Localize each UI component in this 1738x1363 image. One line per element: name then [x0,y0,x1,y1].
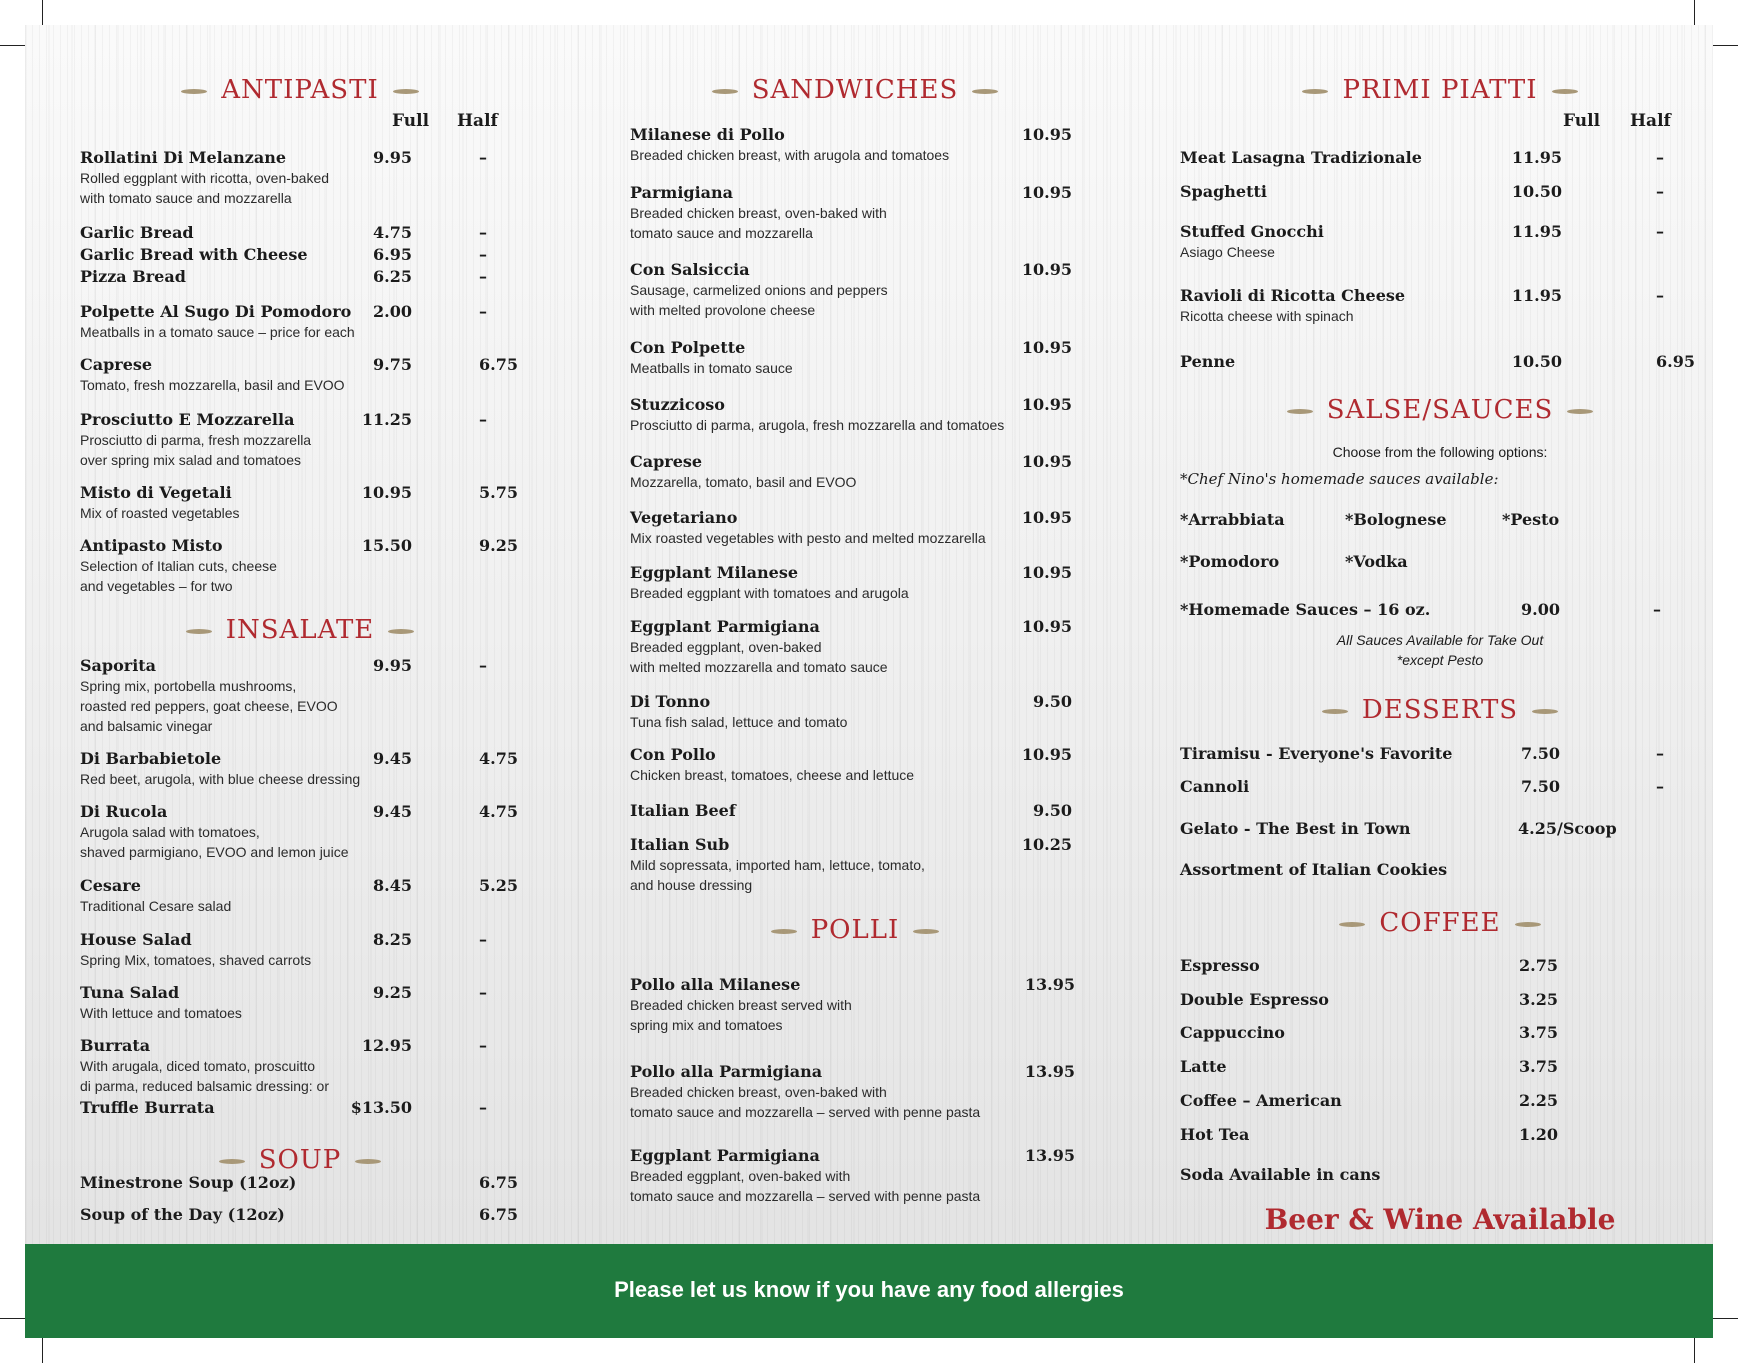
soup-item [80,1173,460,1193]
item-half-price: 5.75 [479,483,518,502]
item-name: Eggplant Milanese [630,563,799,582]
item-half-price: – [479,302,487,321]
item-name: Pizza Bread [80,267,186,286]
item-half-price: 5.25 [479,876,518,895]
item-name: Double Espresso [1180,990,1329,1009]
sauce-option: *Vodka [1345,552,1408,571]
item-name: Cesare [80,876,141,895]
item-price: 10.95 [1021,563,1072,582]
item-price: 11.25 [361,410,412,429]
item-description: Selection of Italian cuts, cheese [80,558,277,574]
item-description: with melted mozzarella and tomato sauce [630,659,888,675]
item-half-price: – [479,148,487,167]
item-price: 2.75 [1519,956,1558,975]
item-name: Rollatini Di Melanzane [80,148,286,167]
item-description: with melted provolone cheese [630,302,816,318]
item-name: Coffee – American [1180,1091,1342,1110]
item-price: 7.50 [1521,744,1560,763]
item-half-price: 4.75 [479,749,518,768]
item-name: Latte [1180,1057,1227,1076]
item-description: Spring mix, portobella mushrooms, [80,678,297,694]
item-price: 10.95 [1021,260,1072,279]
item-price: 9.95 [373,656,412,675]
sauces-takeout-note: All Sauces Available for Take Out [1336,632,1544,648]
primi-item [1180,352,1700,372]
item-price: 9.75 [373,355,412,374]
item-price: 8.45 [373,876,412,895]
item-description: Ricotta cheese with spinach [1180,308,1354,324]
item-half-price: 6.75 [479,1205,518,1224]
sauces-except-note: *except Pesto [1396,652,1484,668]
coffee-item [1180,1091,1700,1111]
item-name: Gelato - The Best in Town [1180,819,1411,838]
coffee-item [1180,956,1700,976]
item-description: Breaded eggplant, oven-baked [630,639,822,655]
item-price: 9.25 [373,983,412,1002]
item-price: 13.95 [1024,975,1075,994]
item-name: House Salad [80,930,192,949]
item-half-price: 6.95 [1656,352,1695,371]
item-price: 10.95 [361,483,412,502]
item-name: Soup of the Day (12oz) [80,1205,285,1224]
polli-title: POLLI [630,915,1080,945]
desserts-item [1180,777,1700,797]
item-description: and house dressing [630,877,753,893]
item-name: Pollo alla Milanese [630,975,801,994]
item-name: Garlic Bread [80,223,194,242]
item-price: 10.50 [1511,352,1562,371]
allergy-footer [25,1244,1713,1338]
item-price: 11.95 [1511,148,1562,167]
sandwiches-title: SANDWICHES [630,75,1080,105]
item-price: 10.95 [1021,125,1072,144]
soup-item [80,1205,460,1225]
item-price: 10.95 [1021,183,1072,202]
item-description: Tuna fish salad, lettuce and tomato [630,714,848,730]
coffee-item [1180,990,1700,1010]
homemade-sauces-price: 9.00 [1521,600,1560,619]
item-half-price: – [479,930,487,949]
item-half-price: – [1656,148,1664,167]
beer-wine-banner: Beer & Wine Available [1264,1203,1616,1236]
item-half-price: – [1656,777,1664,796]
antipasti-title: ANTIPASTI [80,75,520,105]
item-description: Spring Mix, tomatoes, shaved carrots [80,952,312,968]
item-name: Caprese [80,355,153,374]
item-description: Breaded chicken breast, oven-baked with [630,1084,887,1100]
item-description: With arugala, diced tomato, proscuitto [80,1058,316,1074]
item-half-price: – [1656,286,1664,305]
primi-title: PRIMI PIATTI [1180,75,1700,105]
allergy-footer-text: Please let us know if you have any food allergies [614,1277,1124,1302]
item-half-price: – [479,410,487,429]
item-description: Asiago Cheese [1180,244,1275,260]
item-price: 12.95 [361,1036,412,1055]
sauce-option: *Pomodoro [1180,552,1280,571]
soda-note: Soda Available in cans [1180,1165,1381,1184]
item-name: Vegetariano [630,508,738,527]
item-half-price: 9.25 [479,536,518,555]
sauce-option: *Bolognese [1345,510,1447,529]
item-name: Con Salsiccia [630,260,750,279]
item-price: 10.95 [1021,338,1072,357]
item-description: and balsamic vinegar [80,718,213,734]
item-description: Mix of roasted vegetables [80,505,240,521]
item-name: Meat Lasagna Tradizionale [1180,148,1422,167]
desserts-title: DESSERTS [1180,695,1700,725]
item-description: Prosciutto di parma, arugola, fresh mozzarella and tomatoes [630,417,1005,433]
sauce-option: *Arrabbiata [1180,510,1285,529]
sauces-choose: Choose from the following options: [1332,444,1548,460]
item-price: 10.95 [1021,745,1072,764]
item-name: Truffle Burrata [80,1098,215,1117]
item-price: 1.20 [1519,1125,1558,1144]
primi-item [1180,222,1700,262]
desserts-item [1180,744,1700,764]
item-name: Stuzzicoso [630,395,725,414]
item-description: Tomato, fresh mozzarella, basil and EVOO [80,377,345,393]
item-name: Pollo alla Parmigiana [630,1062,823,1081]
item-price: 4.25/Scoop [1518,819,1617,838]
item-name: Con Polpette [630,338,746,357]
item-description: Breaded eggplant, oven-baked with [630,1168,851,1184]
item-price: 6.95 [373,245,412,264]
item-name: Caprese [630,452,703,471]
homemade-sauces-name: *Homemade Sauces – 16 oz. [1180,600,1431,619]
item-price: 9.50 [1033,801,1072,820]
item-price: 8.25 [373,930,412,949]
item-description: tomato sauce and mozzarella – served with penne pasta [630,1104,981,1120]
item-half-price: – [479,245,487,264]
item-description: Chicken breast, tomatoes, cheese and lettuce [630,767,915,783]
item-half-price: 6.75 [479,1173,518,1192]
item-description: Breaded chicken breast, oven-baked with [630,205,887,221]
item-description: Breaded chicken breast, with arugola and tomatoes [630,147,950,163]
item-name: Italian Sub [630,835,730,854]
item-price: 9.45 [373,802,412,821]
item-name: Assortment of Italian Cookies [1180,860,1448,879]
item-name: Di Rucola [80,802,168,821]
item-price: 2.25 [1519,1091,1558,1110]
item-half-price: – [479,1036,487,1055]
item-name: Parmigiana [630,183,734,202]
item-name: Tuna Salad [80,983,180,1002]
item-description: Arugola salad with tomatoes, [80,824,260,840]
item-name: Antipasto Misto [80,536,223,555]
item-name: Cappuccino [1180,1023,1285,1042]
item-name: Espresso [1180,956,1260,975]
antipasti-half-header: Half [457,111,498,131]
item-half-price: – [479,1098,487,1117]
insalate-title: INSALATE [80,615,520,645]
item-price: 11.95 [1511,222,1562,241]
item-half-price: – [479,267,487,286]
primi-item [1180,286,1700,326]
item-half-price: – [479,223,487,242]
item-name: Eggplant Parmigiana [630,1146,820,1165]
item-name: Italian Beef [630,801,736,820]
item-description: Meatballs in tomato sauce [630,360,793,376]
item-description: tomato sauce and mozzarella [630,225,813,241]
item-description: tomato sauce and mozzarella – served with penne pasta [630,1188,981,1204]
primi-item [1180,182,1700,202]
item-description: Mix roasted vegetables with pesto and melted mozzarella [630,530,986,546]
item-price: 2.00 [373,302,412,321]
item-price: 6.25 [373,267,412,286]
item-half-price: 4.75 [479,802,518,821]
item-price: 13.95 [1024,1146,1075,1165]
item-price: 13.95 [1024,1062,1075,1081]
item-name: Tiramisu - Everyone's Favorite [1180,744,1453,763]
coffee-item [1180,1057,1700,1077]
item-description: Mild sopressata, imported ham, lettuce, tomato, [630,857,925,873]
item-description: Breaded chicken breast served with [630,997,852,1013]
item-description: Meatballs in a tomato sauce – price for each [80,324,355,340]
item-half-price: – [1656,744,1664,763]
item-price: 9.45 [373,749,412,768]
item-price: 3.75 [1519,1057,1558,1076]
homemade-sauces-half: – [1653,600,1661,619]
item-description: Breaded eggplant with tomatoes and arugola [630,585,909,601]
primi-item [1180,148,1700,168]
item-description: spring mix and tomatoes [630,1017,783,1033]
sauce-option: *Pesto [1502,510,1560,529]
primi-half-header: Half [1630,111,1671,131]
primi-full-header: Full [1563,111,1601,131]
item-half-price: – [1656,222,1664,241]
item-description: shaved parmigiano, EVOO and lemon juice [80,844,349,860]
item-description: Rolled eggplant with ricotta, oven-baked [80,170,330,186]
item-price: 10.95 [1021,452,1072,471]
item-description: Prosciutto di parma, fresh mozzarella [80,432,312,448]
item-name: Misto di Vegetali [80,483,232,502]
item-name: Spaghetti [1180,182,1267,201]
item-name: Con Pollo [630,745,716,764]
item-description: over spring mix salad and tomatoes [80,452,301,468]
item-price: 3.75 [1519,1023,1558,1042]
item-name: Di Barbabietole [80,749,222,768]
item-name: Polpette Al Sugo Di Pomodoro [80,302,352,321]
item-price: 11.95 [1511,286,1562,305]
item-name: Garlic Bread with Cheese [80,245,308,264]
item-price: 4.75 [373,223,412,242]
item-description: Traditional Cesare salad [80,898,232,914]
item-price: $13.50 [350,1098,412,1117]
item-half-price: – [479,656,487,675]
item-price: 7.50 [1521,777,1560,796]
item-name: Hot Tea [1180,1125,1250,1144]
item-description: and vegetables – for two [80,578,233,594]
item-price: 10.95 [1021,395,1072,414]
item-name: Di Tonno [630,692,711,711]
item-price: 15.50 [361,536,412,555]
item-half-price: – [479,983,487,1002]
menu-sheet [25,25,1713,1338]
item-price: 10.95 [1021,508,1072,527]
item-name: Prosciutto E Mozzarella [80,410,295,429]
item-description: With lettuce and tomatoes [80,1005,242,1021]
soup-title: SOUP [80,1145,520,1175]
item-name: Eggplant Parmigiana [630,617,820,636]
sauces-chef-note: *Chef Nino's homemade sauces available: [1180,470,1499,488]
item-description: Mozzarella, tomato, basil and EVOO [630,474,857,490]
item-description: with tomato sauce and mozzarella [80,190,292,206]
antipasti-full-header: Full [392,111,430,131]
item-price: 3.25 [1519,990,1558,1009]
item-description: di parma, reduced balsamic dressing: or [80,1078,330,1094]
item-name: Saporita [80,656,157,675]
item-price: 9.95 [373,148,412,167]
item-half-price: 6.75 [479,355,518,374]
item-price: 10.50 [1511,182,1562,201]
coffee-title: COFFEE [1180,908,1700,938]
item-name: Milanese di Pollo [630,125,785,144]
item-description: roasted red peppers, goat cheese, EVOO [80,698,338,714]
item-name: Burrata [80,1036,151,1055]
item-name: Cannoli [1180,777,1250,796]
item-name: Minestrone Soup (12oz) [80,1173,297,1192]
desserts-item [1180,860,1700,880]
item-description: Red beet, arugola, with blue cheese dressing [80,771,361,787]
item-price: 10.95 [1021,617,1072,636]
coffee-item [1180,1023,1700,1043]
coffee-item [1180,1125,1700,1145]
item-name: Ravioli di Ricotta Cheese [1180,286,1406,305]
item-price: 9.50 [1033,692,1072,711]
item-description: Sausage, carmelized onions and peppers [630,282,888,298]
item-half-price: – [1656,182,1664,201]
item-price: 10.25 [1021,835,1072,854]
item-name: Penne [1180,352,1236,371]
sauces-title: SALSE/SAUCES [1180,395,1700,425]
item-name: Stuffed Gnocchi [1180,222,1324,241]
